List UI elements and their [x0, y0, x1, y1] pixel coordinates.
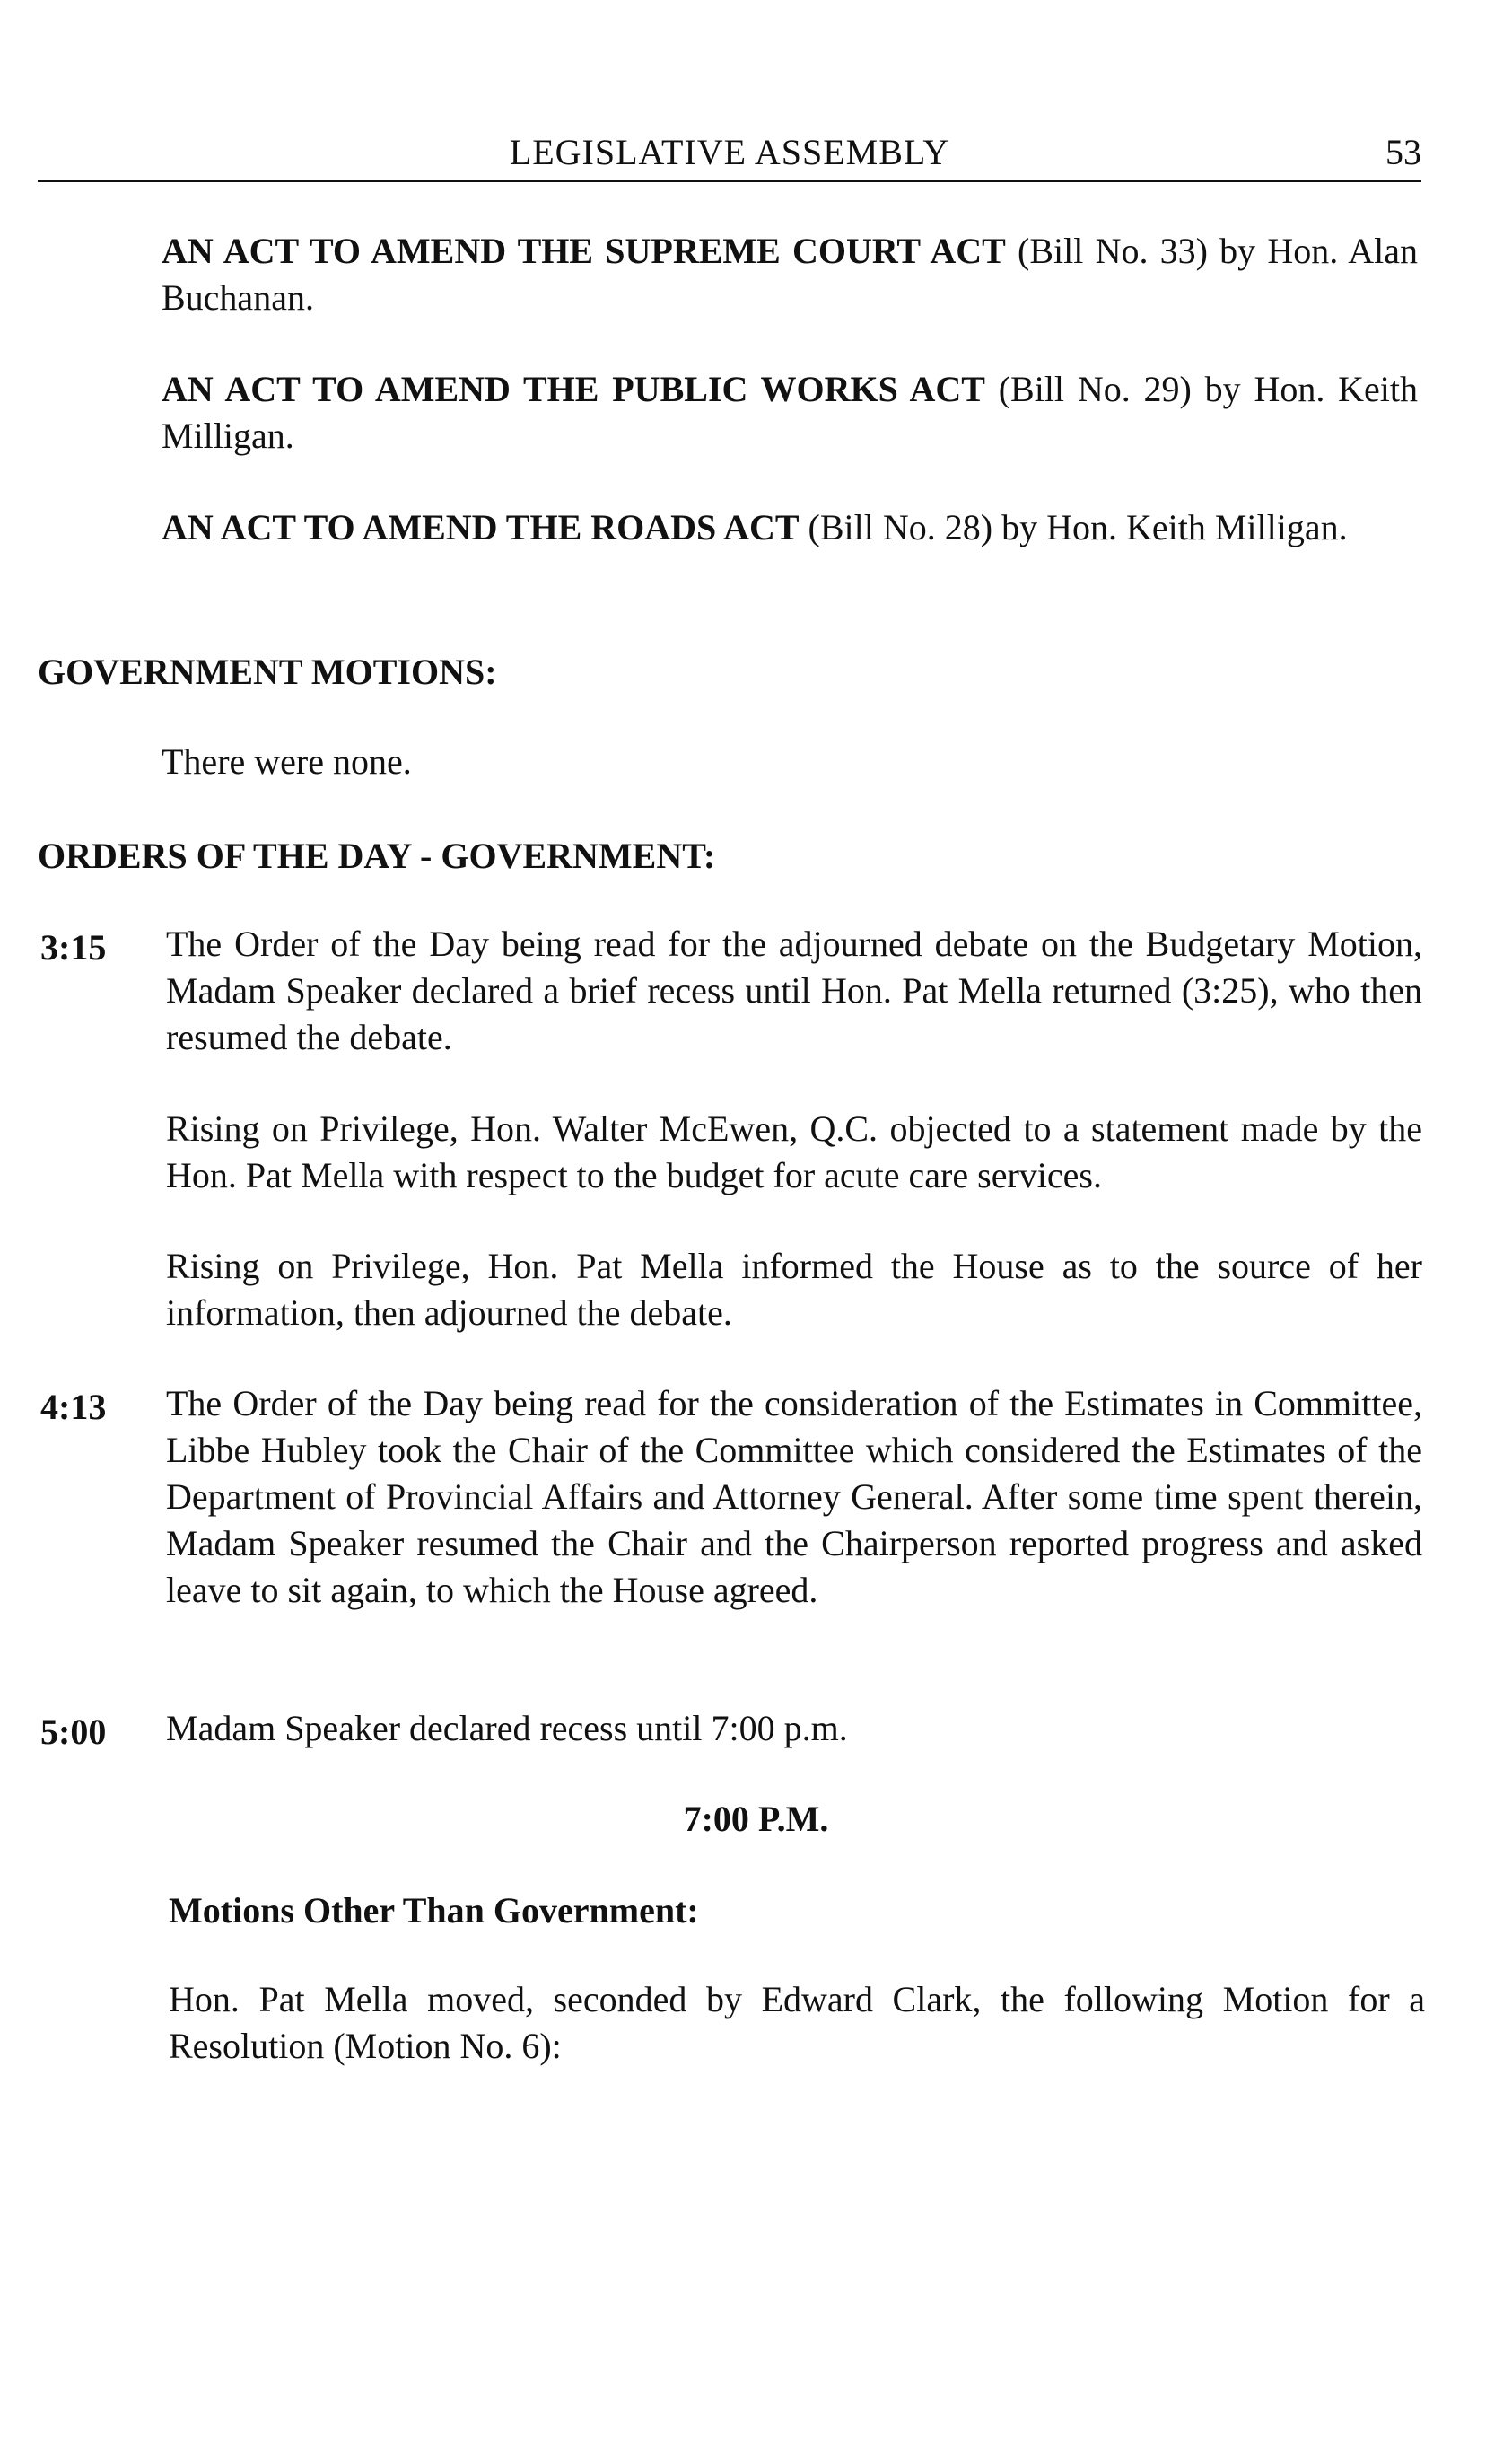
- bill-title: AN ACT TO AMEND THE ROADS ACT: [162, 507, 800, 547]
- entry-text: Madam Speaker declared recess until 7:00 p.m.: [166, 1708, 848, 1748]
- bill-details: (Bill No. 29) by Hon. Keith Milligan.: [162, 369, 1419, 456]
- entry-text: Rising on Privilege, Hon. Walter McEwen, Q.C. objected to a statement made by the Hon. Pat Mella with respect to the budget for acute care services.: [166, 1108, 1422, 1195]
- bill-title: AN ACT TO AMEND THE SUPREME COURT ACT: [162, 231, 1006, 271]
- bill-entry: [162, 366, 1418, 460]
- entry-text: Rising on Privilege, Hon. Pat Mella informed the House as to the source of her information, then adjourned the debate.: [166, 1246, 1422, 1333]
- bill-entry: [162, 504, 1418, 551]
- entry-time: 3:15: [40, 927, 107, 968]
- motions-other-than-government-heading: Motions Other Than Government:: [169, 1890, 699, 1931]
- evening-time-heading: 7:00 P.M.: [683, 1799, 829, 1839]
- bill-details: (Bill No. 33) by Hon. Alan Buchanan.: [162, 231, 1419, 318]
- entry-time: 5:00: [40, 1712, 107, 1752]
- page-number: 53: [1385, 132, 1421, 172]
- section-heading-government-motions: GOVERNMENT MOTIONS:: [38, 652, 497, 692]
- header-title: LEGISLATIVE ASSEMBLY: [509, 132, 950, 172]
- entry-text: The Order of the Day being read for the consideration of the Estimates in Committee, Libbe Hubley took the Chair of the Committee which considered the Estimates of the Department of Provincial Affairs and Attorney General. After some time spent therein, Madam Speaker resumed the Chair and the Chairperson reported progress and asked leave to sit again, to which the House agreed.: [166, 1383, 1422, 1610]
- bill-details: (Bill No. 28) by Hon. Keith Milligan.: [799, 507, 1348, 547]
- bill-title: AN ACT TO AMEND THE PUBLIC WORKS ACT: [162, 369, 985, 409]
- bill-entry: [162, 228, 1418, 321]
- motion-text: Hon. Pat Mella moved, seconded by Edward Clark, the following Motion for a Resolution (Motion No. 6):: [169, 1979, 1425, 2066]
- entry-text: The Order of the Day being read for the adjourned debate on the Budgetary Motion, Madam Speaker declared a brief recess until Hon. Pat Mella returned (3:25), who then resumed the debate.: [166, 924, 1422, 1057]
- section-heading-orders-of-the-day: ORDERS OF THE DAY - GOVERNMENT:: [38, 836, 716, 876]
- entry-time: 4:13: [40, 1387, 107, 1427]
- page-header: [38, 126, 1421, 182]
- government-motions-text: There were none.: [162, 741, 412, 782]
